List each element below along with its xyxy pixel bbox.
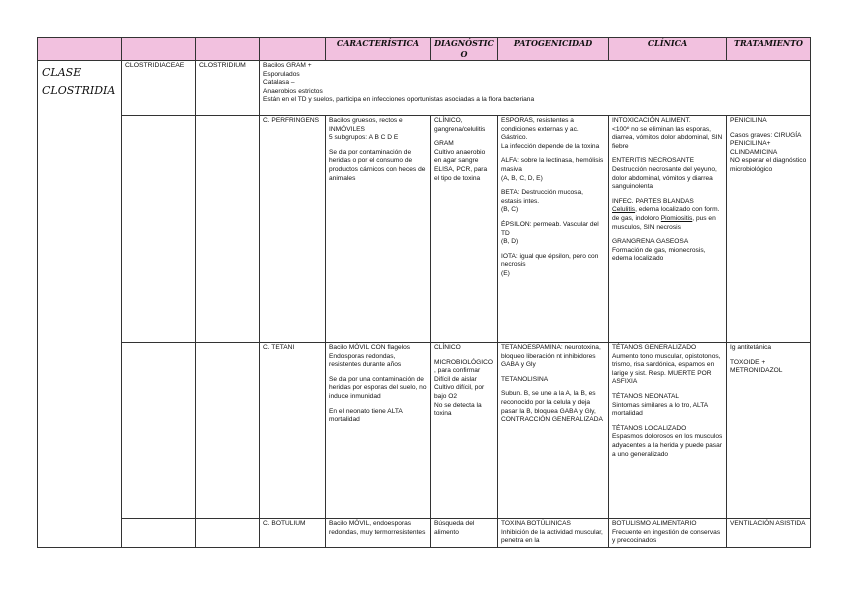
clinica-cell	[609, 519, 727, 548]
header-tratamiento: TRATAMIENTO	[727, 38, 811, 61]
text-block: GRAM Cultivo anaerobio en agar sangre ELISA, PCR, para el tipo de toxina	[434, 140, 488, 182]
clinica-text: Espasmos dolorosos en los musculos adyacentes a la herida y puede pasar a uno generalizado	[612, 433, 723, 458]
clinica-title: TÉTANOS NEONATAL	[612, 392, 680, 400]
clinica-text: Destrucción necrosante del yeyuno, dolor abdominal, vómitos y diarrea sanguinolenta	[612, 165, 717, 191]
caracteristica-cell	[326, 116, 431, 343]
text-block: TOXINA BOTÚLINICAS Inhibición de la actividad muscular, penetra en la	[501, 520, 603, 545]
empty-cell	[196, 519, 260, 548]
text-block: CLÍNICO	[434, 344, 461, 351]
clase-label: CLASE CLOSTRIDIA	[42, 66, 116, 97]
clinica-title: GRANGRENA GASEOSA	[612, 238, 689, 246]
header-patogenicidad: PATOGENICIDAD	[498, 38, 609, 61]
familia-cell: CLOSTRIDIACEAE	[122, 61, 196, 116]
text-block: ÉPSILON: permeab. Vascular del TD (B, D)	[501, 220, 599, 246]
clinica-item	[612, 198, 723, 232]
table-row	[38, 116, 811, 343]
empty-cell	[122, 116, 196, 343]
clinica-item	[612, 425, 723, 459]
table-row	[38, 343, 811, 519]
clinica-text: , edema localizado con form. de gas, indoloro	[612, 206, 720, 222]
text-block: TETANOESPAMINA: neurotoxina, bloqueo liberación nt inhibidores GABA y Gly	[501, 344, 601, 369]
patogenicidad-cell	[498, 116, 609, 343]
text-block: En el neonato tiene ALTA mortalidad	[329, 407, 403, 424]
patogenicidad-cell	[498, 343, 609, 519]
underlined-term: Celulitis	[612, 206, 636, 214]
text-block: Ig antitetánica	[730, 344, 772, 351]
clinica-cell	[609, 343, 727, 519]
header-caracteristica: CARACTERÍSTICA	[326, 38, 431, 61]
diagnostico-cell	[431, 116, 498, 343]
text-block: ALFA: sobre la lectinasa, hemólisis masiva (A, B, C, D, E)	[501, 157, 604, 182]
general-text: Bacilos GRAM + Esporulados Catalasa – Anaerobios estrictos Están en el TD y suelos, participa en infecciones oportunistas asociadas a la flora bacteriana	[263, 62, 535, 104]
patogenicidad-cell	[498, 519, 609, 548]
empty-cell	[122, 343, 196, 519]
empty-cell	[196, 116, 260, 343]
clinica-title: ENTERITIS NECROSANTE	[612, 157, 695, 165]
header-row	[38, 38, 811, 61]
text-block: Bacilo MÓVIL, endoesporas redondas, muy termorresistentes	[329, 520, 426, 536]
clinica-text: Formación de gas, mionecrosis, edema localizado	[612, 246, 706, 263]
tratamiento-cell	[727, 519, 811, 548]
diagnostico-cell	[431, 519, 498, 548]
text-block: CLÍNICO, gangrena/celulitis	[434, 117, 486, 133]
header-cell-4	[260, 38, 326, 61]
clostridia-table	[37, 37, 811, 548]
clinica-item	[612, 393, 723, 419]
clinica-title: BOTULISMO ALIMENTARIO	[612, 520, 697, 527]
underlined-term: Piomiositis	[660, 214, 693, 222]
text-block: PENICILINA	[730, 117, 767, 124]
text-block: TOXOIDE + METRONIDAZOL	[730, 358, 783, 375]
genero-cell: CLOSTRIDIUM	[196, 61, 260, 116]
table-row	[38, 519, 811, 548]
header-cell-2	[122, 38, 196, 61]
header-clinica: CLÍNICA	[609, 38, 727, 61]
empty-cell	[196, 343, 260, 519]
clase-cell	[38, 61, 122, 548]
clinica-text: Sintomas similares a lo tro, ALTA mortalidad	[612, 401, 708, 418]
clinica-cell	[609, 116, 727, 343]
clinica-text: <100º no se eliminan las esporas, diarrea, vómitos dolor abdominal, SIN fiebre	[612, 125, 723, 150]
general-cell	[260, 61, 811, 116]
text-block: Se da por contaminación de heridas o por el consumo de productos cárnicos con heces de animales	[329, 148, 426, 182]
header-diagnostico: DIAGNÓSTICO	[431, 38, 498, 61]
text-block: Casos graves: CIRUGÍA PENICILINA+ CLINDAMICINA NO esperar el diagnóstico microbiológico	[730, 131, 807, 173]
especie-cell: C. TETANI	[260, 343, 326, 519]
clinica-title: INTOXICACIÓN ALIMENT.	[612, 117, 691, 124]
text-block: Subun. B, se une a la A, la B, es reconocido por la celula y deja pasar la B, bloquea GABA y Gly, CONTRACCIÓN GENERALIZADA	[501, 390, 603, 424]
clinica-text: Frecuente en ingestión de conservas y precocinados	[612, 528, 721, 545]
text-block: Búsqueda del alimento	[434, 520, 475, 536]
text-block: ESPORAS, resistentes a condiciones externas y ac. Gástrico. La infección depende de la toxina	[501, 117, 600, 150]
especie-cell: C. PERFRINGENS	[260, 116, 326, 343]
header-cell-3	[196, 38, 260, 61]
clinica-item	[612, 157, 723, 191]
empty-cell	[122, 519, 196, 548]
text-block: Bacilos gruesos, rectos e INMÓVILES 5 subgrupos: A B C D E	[329, 117, 403, 142]
text-block: Se da por una contaminación de heridas por esporas del suelo, no induce inmunidad	[329, 375, 427, 400]
general-row	[38, 61, 811, 116]
diagnostico-cell	[431, 343, 498, 519]
clinica-title: TÉTANOS GENERALIZADO	[612, 344, 697, 351]
clinica-item	[612, 520, 723, 546]
header-cell-1	[38, 38, 122, 61]
clinica-item	[612, 344, 723, 387]
especie-cell: C. BOTULIUM	[260, 519, 326, 548]
text-block: Bacilo MÓVIL CON flagelos Endosporas redondas, resistentes durante años	[329, 344, 411, 369]
text-block: VENTILACIÓN ASISTIDA	[730, 520, 806, 527]
clinica-title: TÉTANOS LOCALIZADO	[612, 424, 687, 432]
clinica-item	[612, 238, 723, 264]
caracteristica-cell	[326, 519, 431, 548]
text-block: MICROBIOLÓGICO, para confirmar Difícil de aislar Cultivo difícil, por bajo O2 No se detecta la toxina	[434, 358, 493, 418]
tratamiento-cell	[727, 116, 811, 343]
clinica-text: , pus en musculos, SIN necrosis	[612, 214, 716, 231]
clinica-item	[612, 117, 723, 151]
text-block: IOTA: igual que épsilon, pero con necrosis (E)	[501, 252, 599, 277]
text-block: TETANOLISINA	[501, 375, 549, 383]
clinica-text: Aumento tono muscular, opistotonos, trismo, risa sardónica, espamos en larige y sist. Resp. MUERTE POR ASFIXIA	[612, 352, 721, 386]
tratamiento-cell	[727, 343, 811, 519]
text-block: BETA: Destrucción mucosa, estasis intes. (B, C)	[501, 189, 583, 214]
caracteristica-cell	[326, 343, 431, 519]
clinica-title: INFEC. PARTES BLANDAS	[612, 197, 694, 205]
